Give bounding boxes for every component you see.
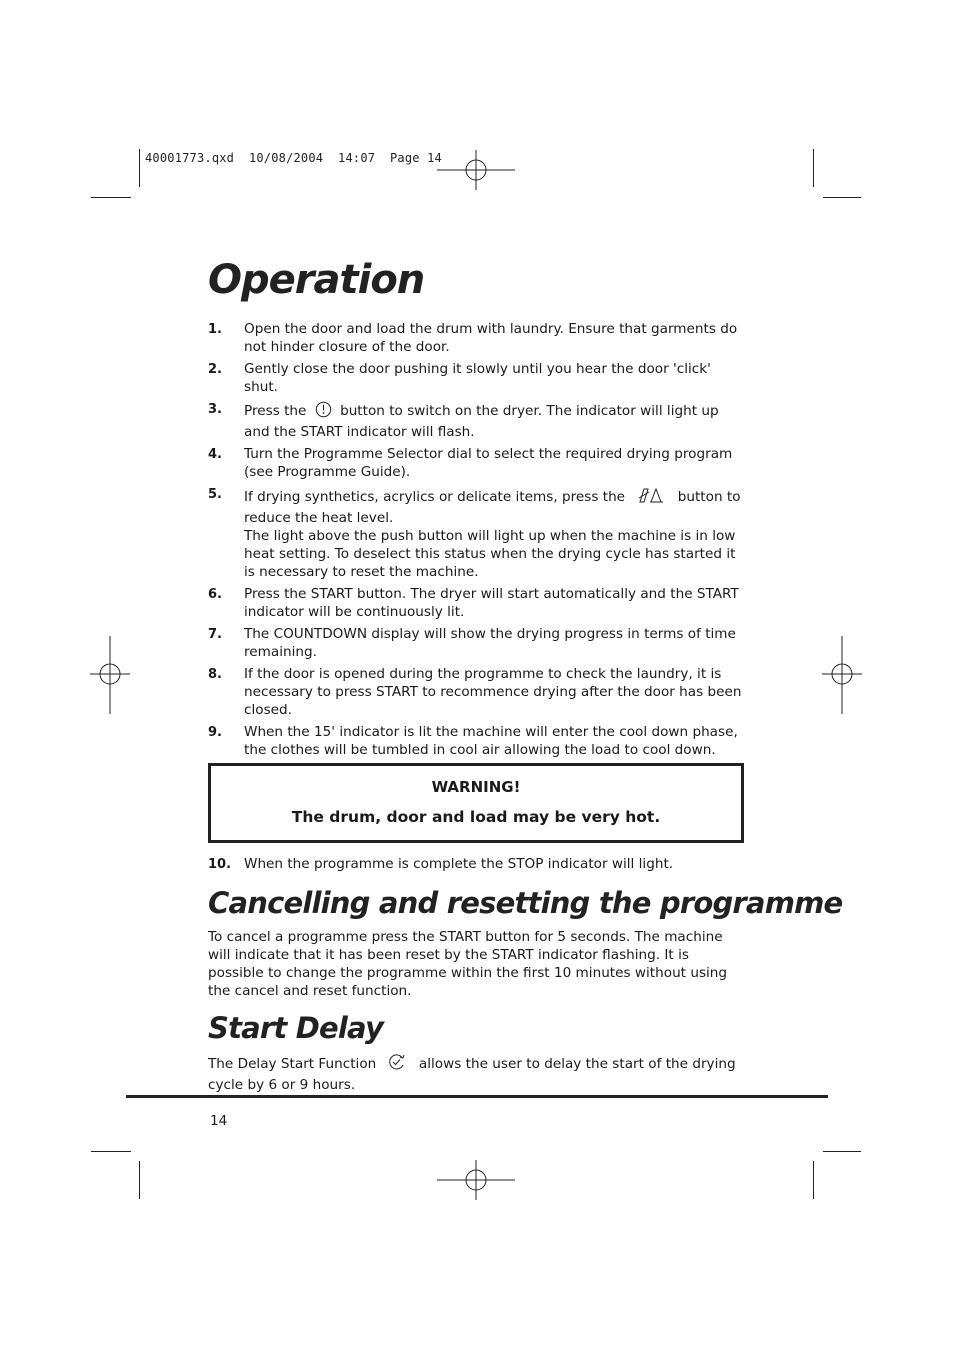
cancel-paragraph: To cancel a programme press the START button for 5 seconds. The machine will indicate that it has been reset by the START indicator flashing. It is possible to change the programme within the first 10 minutes without using the cancel and reset function. [208,929,728,999]
step-number: 5. [208,487,222,502]
crop-mark [91,1151,131,1152]
step-text: Press the START button. The dryer will start automatically and the START indicator will be continuously lit. [244,585,739,620]
list-item [208,666,748,720]
delay-text-after: allows the user to delay the start of the drying cycle by 6 or 9 hours. [208,1056,736,1093]
step-text-extra: The light above the push button will light up when the machine is in low heat setting. To deselect this status when the drying cycle has started it is necessary to reset the machine. [244,527,736,580]
warning-message: The drum, door and load may be very hot. [291,808,661,826]
step-text: Open the door and load the drum with laundry. Ensure that garments do not hinder closure of the door. [244,321,738,355]
list-item [208,586,748,622]
step-text: Turn the Programme Selector dial to select the required drying program (see Programme Guide). [244,446,733,480]
section-heading-cancel: Cancelling and resetting the programme [208,886,843,920]
registration-mark-right [822,636,862,714]
power-icon [315,401,332,424]
step-text [244,486,748,582]
step-text: The COUNTDOWN display will show the drying progress in terms of time remaining. [244,625,736,660]
low-heat-icon [637,486,665,510]
crop-mark [813,1161,814,1199]
page-title: Operation [208,257,425,303]
print-slug: 40001773.qxd 10/08/2004 14:07 Page 14 [145,151,442,165]
operation-steps [208,321,748,764]
delay-paragraph [208,1053,748,1095]
warning-box [208,763,744,843]
section-heading-delay: Start Delay [208,1011,384,1045]
crop-mark [139,1161,140,1199]
step-number: 7. [208,626,222,642]
delay-start-icon [387,1053,407,1077]
list-item [208,856,748,874]
step-text-before: If drying synthetics, acrylics or delicate items, press the [244,489,626,505]
crop-mark [813,149,814,187]
list-item [208,626,748,662]
step-number: 6. [208,586,222,602]
step-text-after: button to switch on the dryer. The indicator will light up and the START indicator will flash. [244,403,719,440]
step-text: When the programme is complete the STOP indicator will light. [244,856,674,872]
crop-mark [823,197,861,198]
crop-mark [91,197,131,198]
registration-mark-top [437,150,517,190]
step-text: Gently close the door pushing it slowly until you hear the door 'click' shut. [244,361,711,395]
registration-mark-left [90,636,130,714]
warning-heading: WARNING! [431,778,521,796]
step-text-after: button to reduce the heat level. [244,489,741,526]
list-item [208,446,748,482]
list-item [208,486,748,582]
step-text-before: Press the [244,403,307,419]
crop-mark [823,1151,861,1152]
step-text: If the door is opened during the programme to check the laundry, it is necessary to press START to recommence drying after the door has been closed. [244,665,742,718]
list-item [208,724,748,760]
step-text: When the 15' indicator is lit the machine will enter the cool down phase, the clothes will be tumbled in cool air allowing the load to cool down. [244,723,738,758]
step-number: 4. [208,447,222,462]
delay-text-before: The Delay Start Function [208,1056,377,1072]
step-number: 8. [208,666,222,682]
step-number: 10. [208,857,232,872]
list-item [208,401,748,442]
crop-mark [139,149,140,187]
step-number: 3. [208,402,222,417]
step-number: 2. [208,362,222,377]
step-text [244,401,748,442]
step-number: 9. [208,724,222,740]
list-item [208,361,748,397]
list-item [208,321,748,357]
footer-rule [126,1095,828,1098]
page-number: 14 [210,1113,228,1129]
registration-mark-bottom [437,1160,517,1200]
step-number: 1. [208,322,222,337]
